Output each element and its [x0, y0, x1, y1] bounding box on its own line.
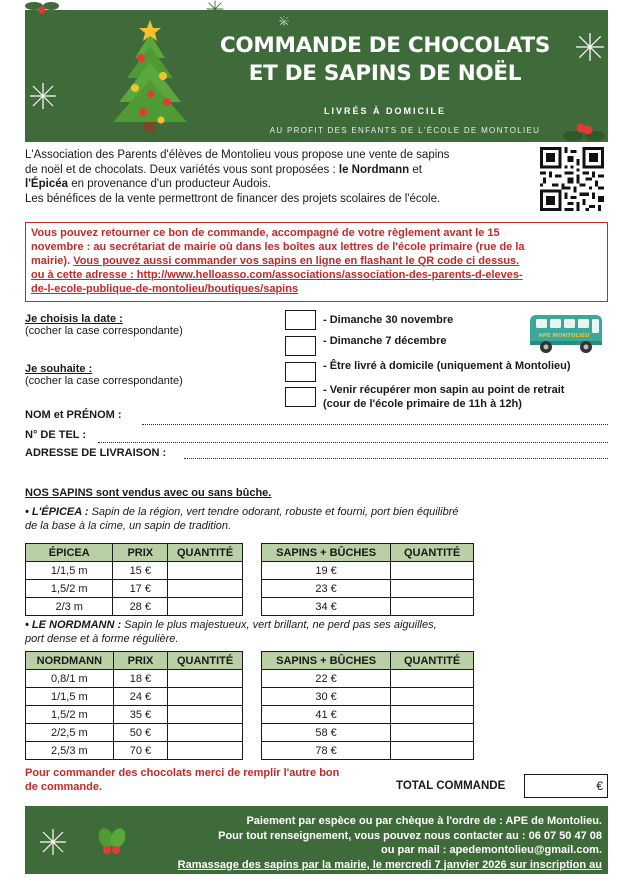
- wish-label: Je souhaite :: [25, 363, 93, 375]
- price-cell: 50 €: [113, 724, 168, 742]
- option-pickup-line2: (cour de l'école primaire de 11h à 12h): [323, 398, 522, 410]
- epicea-description: [25, 506, 565, 533]
- table-row: [262, 742, 474, 760]
- checkbox-home-delivery[interactable]: [285, 362, 316, 382]
- quantity-input[interactable]: [168, 580, 243, 598]
- snowflake-icon: [280, 14, 290, 24]
- notice-line: [31, 254, 602, 268]
- size-cell: 1/1,5 m: [26, 562, 113, 580]
- address-label: ADRESSE DE LIVRAISON :: [25, 447, 167, 459]
- quantity-input[interactable]: [391, 598, 474, 616]
- holly-icon: [95, 828, 129, 858]
- name-input[interactable]: [142, 424, 608, 425]
- nordmann-desc-text: Sapin le plus majestueux, vert brillant, ne perd pas ses aiguilles,: [121, 619, 437, 631]
- table-row: [262, 688, 474, 706]
- epicea-price-table: [25, 543, 243, 616]
- column-header: ÉPICEA: [26, 544, 113, 562]
- snowflake-icon: [39, 828, 67, 856]
- table-row: [26, 670, 243, 688]
- quantity-input[interactable]: [168, 742, 243, 760]
- column-header: PRIX: [113, 544, 168, 562]
- chocolates-note: [25, 766, 395, 794]
- price-cell: 24 €: [113, 688, 168, 706]
- footer-text: [132, 814, 602, 887]
- table-row: [262, 724, 474, 742]
- contact-phone: Pour tout renseignement, vous pouvez nous contacter au : 06 07 50 47 08: [218, 829, 602, 842]
- price-cell: 15 €: [113, 562, 168, 580]
- price-cell: 28 €: [113, 598, 168, 616]
- column-header: SAPINS + BÛCHES: [262, 544, 391, 562]
- table-header-row: [26, 652, 243, 670]
- quantity-input[interactable]: [391, 580, 474, 598]
- column-header: QUANTITÉ: [168, 652, 243, 670]
- price-cell: 17 €: [113, 580, 168, 598]
- price-cell: 22 €: [262, 670, 391, 688]
- school-bus-icon: [528, 311, 606, 355]
- notice-text-part: mairie).: [31, 255, 74, 267]
- christmas-tree-icon: [105, 18, 195, 136]
- price-cell: 19 €: [262, 562, 391, 580]
- subtitle: LIVRÉS À DOMICILE: [323, 106, 446, 116]
- epicea-desc-text: Sapin de la région, vert tendre odorant, robuste et fourni, port bien équilibré: [88, 506, 459, 518]
- size-cell: 2/2,5 m: [26, 724, 114, 742]
- qr-code[interactable]: [540, 147, 604, 211]
- column-header: SAPINS + BÛCHES: [262, 652, 391, 670]
- table-row: [26, 580, 243, 598]
- price-cell: 18 €: [113, 670, 168, 688]
- table-row: [262, 562, 474, 580]
- date-hint: (cocher la case correspondante): [25, 325, 183, 337]
- checkbox-date-30-nov[interactable]: [285, 310, 316, 330]
- return-notice: [25, 222, 608, 302]
- quantity-input[interactable]: [168, 706, 243, 724]
- table-row: [26, 598, 243, 616]
- column-header: NORDMANN: [26, 652, 114, 670]
- intro-text-part: et: [409, 163, 422, 176]
- intro-line: [25, 177, 520, 192]
- bus-label: APE MONTOLIEU: [538, 333, 590, 339]
- size-cell: 2,5/3 m: [26, 742, 114, 760]
- nordmann-price-table: [25, 651, 243, 760]
- notice-line: novembre : au secrétariat de mairie où dans les boîtes aux lettres de l'école primaire (rue de la: [31, 241, 525, 253]
- intro-text-part: en provenance d'un producteur Audois.: [68, 178, 271, 190]
- tagline: AU PROFIT DES ENFANTS DE L'ÉCOLE DE MONTOLIEU: [269, 126, 541, 135]
- quantity-input[interactable]: [391, 724, 474, 742]
- variety-nordmann: le Nordmann: [338, 163, 410, 176]
- name-label: NOM et PRÉNOM :: [25, 409, 122, 421]
- helloasso-link-continued[interactable]: de-l-ecole-publique-de-montolieu/boutiques/sapins: [31, 283, 299, 295]
- epicea-desc-line: de la base à la cime, un sapin de tradition.: [25, 519, 232, 532]
- table-header-row: [262, 652, 474, 670]
- quantity-input[interactable]: [168, 670, 243, 688]
- wish-hint: (cocher la case correspondante): [25, 375, 183, 387]
- price-cell: 70 €: [113, 742, 168, 760]
- nordmann-desc-line: port dense et à forme régulière.: [25, 632, 179, 645]
- date-label: Je choisis la date :: [25, 313, 123, 325]
- table-header-row: [262, 544, 474, 562]
- payment-info: Paiement par espèce ou par chèque à l'ordre de : APE de Montolieu.: [246, 815, 602, 827]
- intro-line: [25, 163, 520, 178]
- column-header: QUANTITÉ: [391, 544, 474, 562]
- delivery-choice: [25, 363, 183, 387]
- option-date-7-dec: - Dimanche 7 décembre: [323, 335, 447, 347]
- footer-banner: [25, 806, 608, 885]
- price-cell: 78 €: [262, 742, 391, 760]
- price-cell: 30 €: [262, 688, 391, 706]
- intro-line: L'Association des Parents d'élèves de Montolieu vous propose une vente de sapins: [25, 149, 450, 161]
- header-banner: [25, 10, 608, 142]
- size-cell: 1,5/2 m: [26, 580, 113, 598]
- quantity-input[interactable]: [168, 562, 243, 580]
- chocolates-note-line: de commande.: [25, 781, 103, 793]
- price-cell: 41 €: [262, 706, 391, 724]
- option-pickup: [323, 383, 564, 411]
- checkbox-date-7-dec[interactable]: [285, 336, 316, 356]
- quantity-input[interactable]: [168, 724, 243, 742]
- quantity-input[interactable]: [391, 562, 474, 580]
- nordmann-label: • LE NORDMANN :: [25, 619, 122, 631]
- intro-text: [25, 148, 520, 206]
- holly-icon: [24, 0, 60, 14]
- nordmann-description: [25, 619, 565, 646]
- table-row: [26, 562, 243, 580]
- chocolates-note-line: Pour commander des chocolats merci de remplir l'autre bon: [25, 767, 340, 779]
- table-row: [26, 724, 243, 742]
- quantity-input[interactable]: [391, 670, 474, 688]
- trees-heading: NOS SAPINS sont vendus avec ou sans bûche.: [25, 487, 272, 499]
- option-home-delivery: - Être livré à domicile (uniquement à Montolieu): [323, 360, 571, 372]
- table-row: [262, 706, 474, 724]
- column-header: QUANTITÉ: [168, 544, 243, 562]
- address-input[interactable]: [184, 458, 608, 459]
- table-row: [26, 688, 243, 706]
- option-pickup-line1: - Venir récupérer mon sapin au point de retrait: [323, 384, 565, 396]
- title-line-2: ET DE SAPINS DE NOËL: [248, 61, 522, 86]
- size-cell: 1/1,5 m: [26, 688, 114, 706]
- option-date-30-nov: - Dimanche 30 novembre: [323, 314, 454, 326]
- quantity-input[interactable]: [391, 706, 474, 724]
- online-order-note: Vous pouvez aussi commander vos sapins en ligne en flashant le QR code ci dessus.: [73, 255, 520, 267]
- phone-label: N° DE TEL :: [25, 429, 87, 441]
- total-input[interactable]: €: [524, 774, 608, 798]
- table-row: [262, 580, 474, 598]
- notice-line: Vous pouvez retourner ce bon de commande, accompagné de votre règlement avant le 15: [31, 227, 500, 239]
- quantity-input[interactable]: [391, 742, 474, 760]
- contact-email[interactable]: ou par mail : apedemontolieu@gmail.com.: [381, 844, 602, 856]
- size-cell: 2/3 m: [26, 598, 113, 616]
- nordmann-buche-table: [261, 651, 474, 760]
- intro-text-part: de noël et de chocolats. Deux variétés vous sont proposées :: [25, 163, 339, 176]
- epicea-desc-line: [25, 506, 565, 520]
- column-header: PRIX: [113, 652, 168, 670]
- quantity-input[interactable]: [391, 688, 474, 706]
- table-header-row: [26, 544, 243, 562]
- size-cell: 0,8/1 m: [26, 670, 114, 688]
- size-cell: 1,5/2 m: [26, 706, 114, 724]
- price-cell: 23 €: [262, 580, 391, 598]
- phone-input[interactable]: [98, 442, 608, 443]
- price-cell: 35 €: [113, 706, 168, 724]
- title-line-1: COMMANDE DE CHOCOLATS: [219, 33, 551, 58]
- intro-line: Les bénéfices de la vente permettront de financer des projets scolaires de l'école.: [25, 192, 441, 205]
- snowflake-icon: [204, 0, 226, 18]
- price-cell: 58 €: [262, 724, 391, 742]
- checkbox-pickup[interactable]: [285, 387, 316, 407]
- quantity-input[interactable]: [168, 598, 243, 616]
- table-row: [262, 670, 474, 688]
- epicea-buche-table: [261, 543, 474, 616]
- column-header: QUANTITÉ: [391, 652, 474, 670]
- price-cell: 34 €: [262, 598, 391, 616]
- table-row: [26, 742, 243, 760]
- tree-pickup-note: Ramassage des sapins par la mairie, le mercredi 7 janvier 2026 sur inscription au secrétariat.: [177, 858, 602, 885]
- snowflake-icon: [29, 82, 57, 110]
- quantity-input[interactable]: [168, 688, 243, 706]
- table-row: [26, 706, 243, 724]
- variety-epicea: l'Épicéa: [25, 178, 69, 190]
- page-title: [185, 32, 585, 88]
- nordmann-desc-line: [25, 619, 565, 633]
- total-label: TOTAL COMMANDE: [396, 780, 506, 792]
- date-choice: [25, 313, 183, 337]
- epicea-label: • L'ÉPICEA :: [25, 506, 89, 518]
- helloasso-link[interactable]: ou à cette adresse : http://www.helloasso.com/associations/association-des-parents-d-eleves-: [31, 269, 523, 281]
- table-row: [262, 598, 474, 616]
